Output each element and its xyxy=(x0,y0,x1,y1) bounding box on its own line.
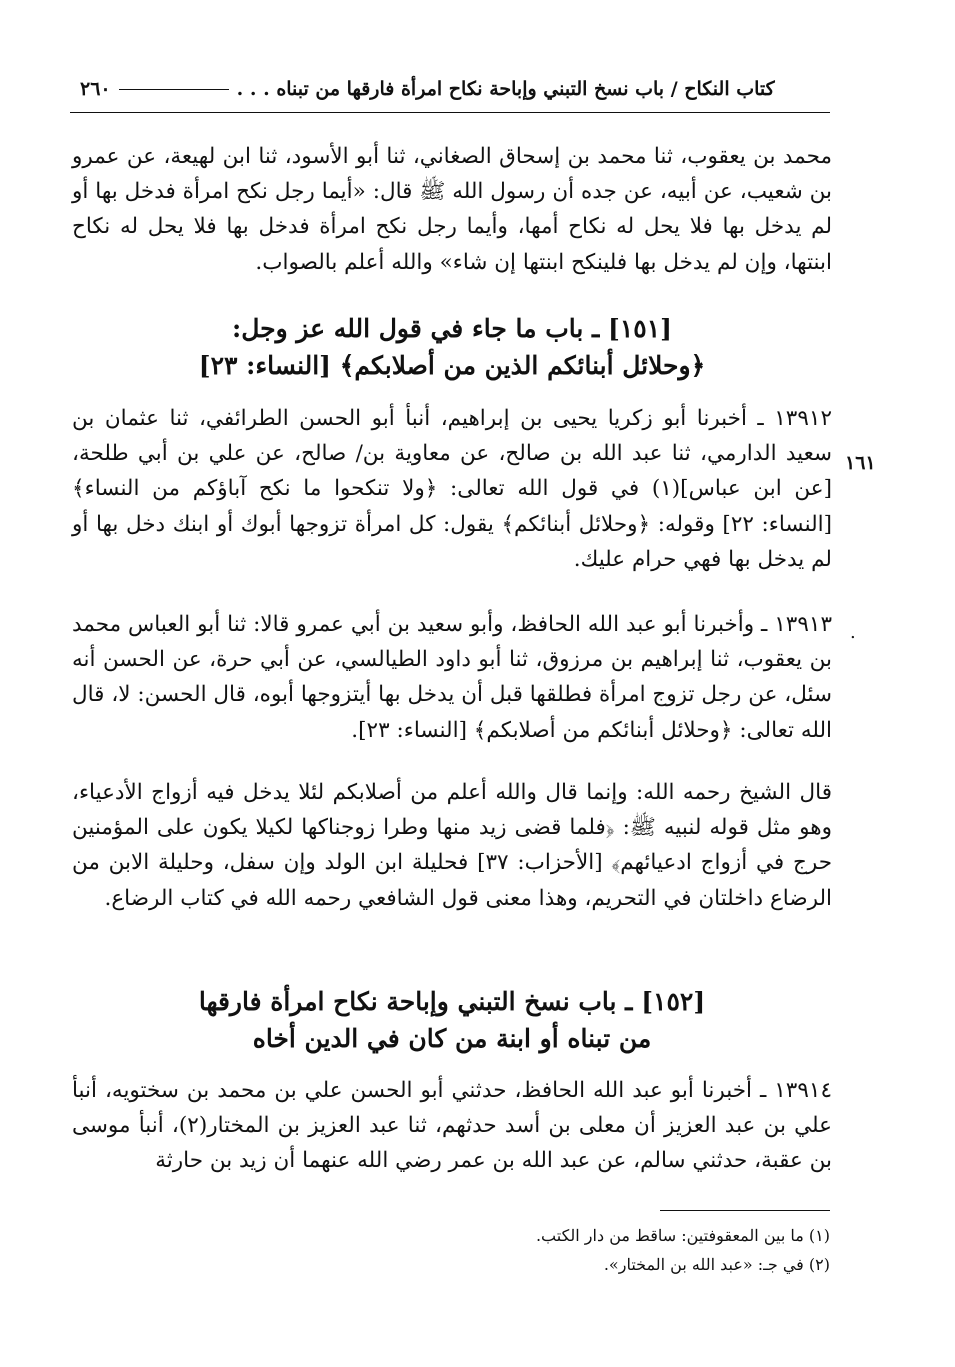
chapter-heading-151-line-2: ﴿وحلائل أبنائكم الذين من أصلابكم﴾ [النساء: ٢٣] xyxy=(198,351,706,380)
footnote-2: (٢) في جـ: «عبد الله بن المختار». xyxy=(603,1255,830,1274)
commentary-paragraph: قال الشيخ رحمه الله: وإنما قال والله أعلم من أصلابكم لئلا يدخل فيه أزواج الأدعياء، وهو مثل قوله لنبيه ﷺ: ﴿فلما قضى زيد منها وطرا زوجناكها لكيلا يكون على المؤمنين حرج في أزواج ادعيائهم﴾ [الأحزاب: ٣٧] فحليلة ابن الولد وإن سفل، وحليلة الابن من الرضاع داخلتان في التحريم، وهذا معنى قول الشافعي رحمه الله في كتاب الرضاع. xyxy=(72,780,832,911)
header-divider xyxy=(70,112,830,113)
running-title: كتاب النكاح / باب نسخ التبني وإباحة نكاح امرأة فارقها من تبناه . . . xyxy=(236,78,775,100)
footnote-1: (١) ما بين المعقوفتين: ساقط من دار الكتب. xyxy=(535,1226,830,1245)
page-number: ٢٦٠ xyxy=(80,78,111,100)
chapter-heading-152-line-1: [١٥٢] ـ باب نسخ التبني وإباحة نكاح امرأة فارقها xyxy=(198,987,706,1016)
hadith-13912: ١٣٩١٢ ـ أخبرنا أبو زكريا يحيى بن إبراهيم، أنبأ أبو الحسن الطرائفي، ثنا عثمان بن سعيد الدارمي، ثنا عبد الله بن صالح، عن معاوية بن/ صالح، عن علي بن أبي طلحة، [عن ابن عباس](١) في قول الله تعالى: ﴿ولا تنكحوا ما نكح آباؤكم من النساء﴾ [النساء: ٢٢] وقوله: ﴿وحلائل أبنائكم﴾ يقول: كل امرأة تزوجها أبوك أو ابنك دخل بها أو لم يدخل بها فهي حرام عليك. xyxy=(72,406,832,572)
chapter-heading-151 xyxy=(72,310,832,384)
chapter-heading-152-line-2: من تبناه أو ابنة من كان في الدين أخاه xyxy=(252,1024,652,1053)
header-rule xyxy=(119,89,229,90)
chapter-heading-152 xyxy=(72,983,832,1057)
paragraph-1: محمد بن يعقوب، ثنا محمد بن إسحاق الصغاني، ثنا أبو الأسود، ثنا ابن لهيعة، عن عمرو بن شعيب، عن أبيه، عن جده أن رسول الله ﷺ قال: «أيما رجل نكح امرأة فدخل بها أو لم يدخل بها فلا يحل له نكاح أمها، وأيما رجل نكح امرأة فدخل بها فلا يحل له نكاح ابنتها، وإن لم يدخل بها فلينكح ابنتها إن شاء» والله أعلم بالصواب. xyxy=(72,144,832,275)
margin-page-reference: ١٦١ xyxy=(845,452,876,474)
hadith-13913: ١٣٩١٣ ـ وأخبرنا أبو عبد الله الحافظ، وأبو سعيد بن أبي عمرو قالا: ثنا أبو العباس محمد بن يعقوب، ثنا إبراهيم بن مرزوق، ثنا أبو داود الطيالسي، عن أبي حرة، عن الحسن أنه سئل، عن رجل تزوج امرأة فطلقها قبل أن يدخل بها أيتزوجها أبوه، قال الحسن: لا، قال الله تعالى: ﴿وحلائل أبنائكم من أصلابكم﴾ [النساء: ٢٣]. xyxy=(72,612,832,743)
hadith-13914: ١٣٩١٤ ـ أخبرنا أبو عبد الله الحافظ، حدثني أبو الحسن علي بن محمد بن سختويه، أنبأ علي بن عبد العزيز أن معلى بن أسد حدثهم، ثنا عبد العزيز بن المختار(٢)، أنبأ موسى بن عقبة، حدثني سالم، عن عبد الله بن عمر رضي الله عنهما أن زيد بن حارثة xyxy=(72,1078,832,1174)
running-header xyxy=(70,74,830,104)
chapter-heading-151-line-1: [١٥١] ـ باب ما جاء في قول الله عز وجل: xyxy=(231,314,673,343)
margin-mark: . xyxy=(850,622,856,643)
footnote-divider xyxy=(660,1210,830,1211)
